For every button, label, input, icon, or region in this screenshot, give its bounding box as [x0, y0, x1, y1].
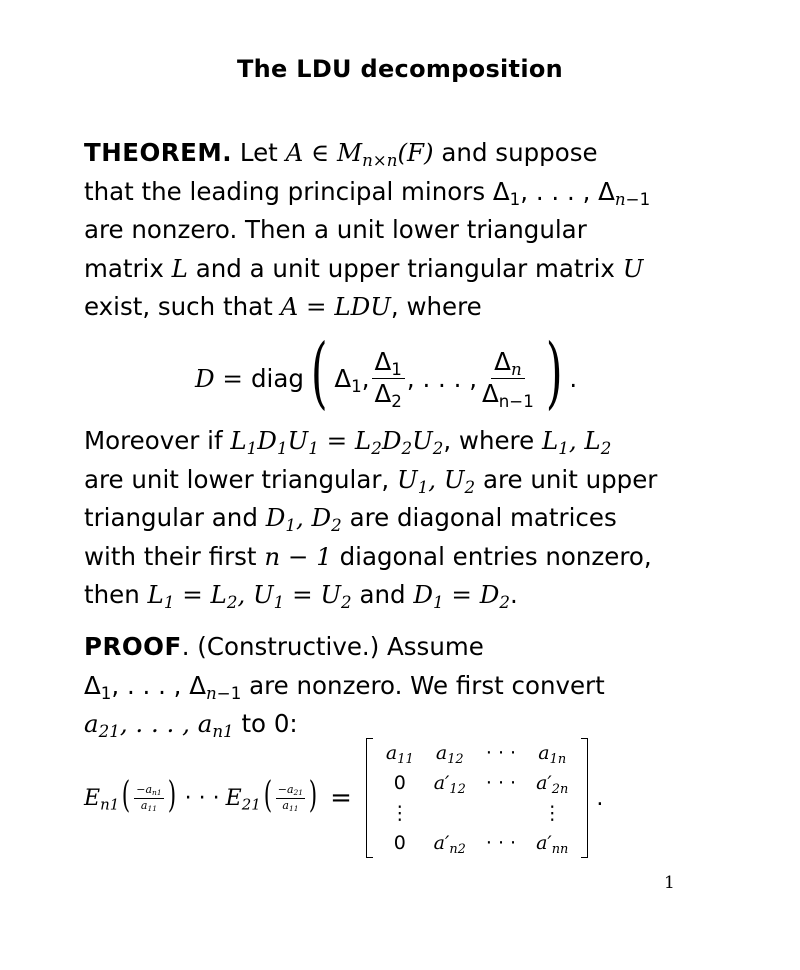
elimination-equation: $E_{n1}$ ( $\frac{-a_{n1}}{a_{11}}$ ) · · · $E_{21}$ ( $\frac{-a_{21}}{a_{11}}$ ) = $a_{11}$ $a_{12}$ · · · $a_{1n}$ 0 $a'_{12}$ · · · $a'_{2n}$ ⋮ ⋮ 0 $a'_{n2}$ · · · $a'_{nn}$ .	[84, 738, 603, 858]
theorem-label: THEOREM.	[84, 138, 233, 167]
right-paren: )	[545, 328, 563, 418]
page-title: The LDU decomposition	[236, 55, 564, 83]
moreover-paragraph: Moreover if $L_1D_1U_1 = L_2D_2U_2$, where $L_1$, $L_2$ are unit lower triangular, $U_1$, $U_2$ are unit upper triangular and $D_1$, $D_2$ are diagonal matrices with their first n − 1 diagonal entries nonzero, then $L_1 = L_2$, $U_1 = U_2$ and $D_1 = D_2$.	[84, 426, 658, 613]
proof-paragraph: PROOF. (Constructive.) Assume $\Delta_1$, . . . , $\Delta_{n-1}$ are nonzero. We first convert $a_{21}$, . . . , $a_{n1}$ to 0:	[84, 632, 605, 742]
equation-d-diag: D = diag ( $\Delta_1$, $\frac{\Delta_1}{\Delta_2}$ , . . . , $\frac{\Delta_n}{\Delta_{n-1}}$ ) .	[195, 328, 578, 418]
proof-label: PROOF	[84, 632, 182, 661]
fraction-deltan-deltan1: $\frac{\Delta_n}{\Delta_{n-1}}$	[481, 346, 534, 411]
fraction-delta1-delta2: $\frac{\Delta_1}{\Delta_2}$	[372, 349, 405, 408]
page-number: 1	[664, 873, 675, 893]
left-paren: (	[310, 328, 328, 418]
upper-matrix: $a_{11}$ $a_{12}$ · · · $a_{1n}$ 0 $a'_{12}$ · · · $a'_{2n}$ ⋮ ⋮ 0 $a'_{n2}$ · · · $a'_{nn}$	[366, 738, 588, 858]
theorem-paragraph: THEOREM. Let A ∈ $M_{n\times n}(F)$ and suppose that the leading principal minors $\Delta_1$, . . . , $\Delta_{n-1}$ are nonzero. Then a unit lower triangular matrix L and a unit upper triangular matrix U exist, such that A = LDU, where	[84, 138, 651, 322]
